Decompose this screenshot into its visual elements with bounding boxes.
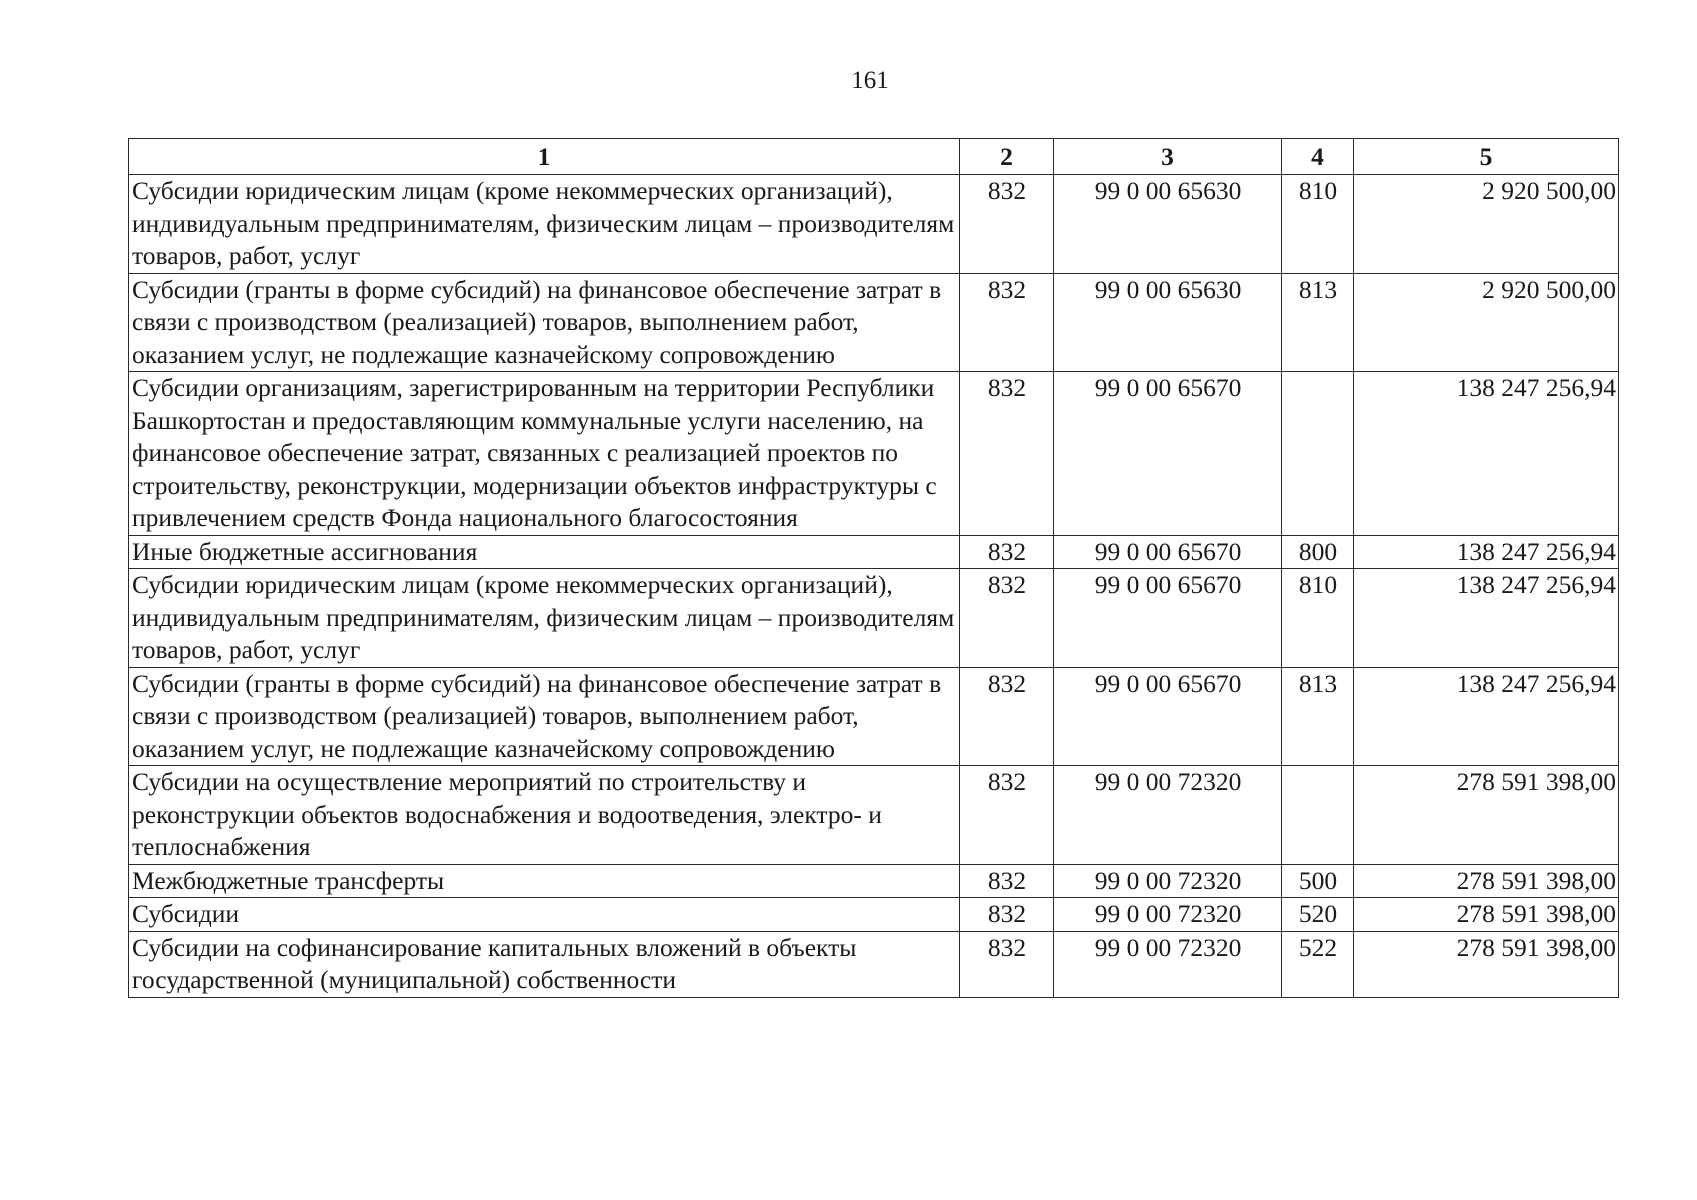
row-sum: 278 591 398,00 bbox=[1354, 864, 1619, 898]
row-code: 99 0 00 65670 bbox=[1054, 372, 1282, 536]
row-code: 99 0 00 65630 bbox=[1054, 273, 1282, 372]
header-col-2: 2 bbox=[960, 139, 1054, 175]
row-sum: 2 920 500,00 bbox=[1354, 175, 1619, 274]
row-type bbox=[1282, 372, 1354, 536]
header-col-4: 4 bbox=[1282, 139, 1354, 175]
row-sum: 278 591 398,00 bbox=[1354, 766, 1619, 865]
table-row bbox=[129, 535, 1619, 569]
row-type: 520 bbox=[1282, 898, 1354, 932]
row-name: Субсидии (гранты в форме субсидий) на финансовое обеспечение затрат в связи с производством (реализацией) товаров, выполнением работ, оказанием услуг, не подлежащие казначейскому сопровождению bbox=[129, 667, 960, 766]
table-row bbox=[129, 175, 1619, 274]
row-code: 99 0 00 72320 bbox=[1054, 898, 1282, 932]
row-name: Иные бюджетные ассигнования bbox=[129, 535, 960, 569]
row-type: 800 bbox=[1282, 535, 1354, 569]
row-dept: 832 bbox=[960, 535, 1054, 569]
row-dept: 832 bbox=[960, 931, 1054, 997]
row-name: Субсидии bbox=[129, 898, 960, 932]
row-code: 99 0 00 65670 bbox=[1054, 569, 1282, 668]
row-dept: 832 bbox=[960, 273, 1054, 372]
table-row bbox=[129, 569, 1619, 668]
table-row bbox=[129, 667, 1619, 766]
row-name: Субсидии юридическим лицам (кроме некоммерческих организаций), индивидуальным предпринимателям, физическим лицам – производителям товаров, работ, услуг bbox=[129, 175, 960, 274]
row-sum: 138 247 256,94 bbox=[1354, 667, 1619, 766]
row-code: 99 0 00 65670 bbox=[1054, 535, 1282, 569]
row-dept: 832 bbox=[960, 569, 1054, 668]
row-type: 500 bbox=[1282, 864, 1354, 898]
row-type: 810 bbox=[1282, 175, 1354, 274]
row-dept: 832 bbox=[960, 372, 1054, 536]
row-code: 99 0 00 72320 bbox=[1054, 931, 1282, 997]
row-name: Субсидии на софинансирование капитальных вложений в объекты государственной (муниципальной) собственности bbox=[129, 931, 960, 997]
row-code: 99 0 00 65630 bbox=[1054, 175, 1282, 274]
row-sum: 278 591 398,00 bbox=[1354, 931, 1619, 997]
row-type bbox=[1282, 766, 1354, 865]
row-name: Субсидии (гранты в форме субсидий) на финансовое обеспечение затрат в связи с производством (реализацией) товаров, выполнением работ, оказанием услуг, не подлежащие казначейскому сопровождению bbox=[129, 273, 960, 372]
row-dept: 832 bbox=[960, 667, 1054, 766]
row-dept: 832 bbox=[960, 175, 1054, 274]
row-code: 99 0 00 65670 bbox=[1054, 667, 1282, 766]
table-row bbox=[129, 864, 1619, 898]
table-row bbox=[129, 273, 1619, 372]
page-number: 161 bbox=[851, 67, 889, 94]
row-sum: 138 247 256,94 bbox=[1354, 569, 1619, 668]
row-dept: 832 bbox=[960, 766, 1054, 865]
row-name: Субсидии на осуществление мероприятий по строительству и реконструкции объектов водоснабжения и водоотведения, электро- и теплоснабжения bbox=[129, 766, 960, 865]
row-type: 813 bbox=[1282, 273, 1354, 372]
row-sum: 138 247 256,94 bbox=[1354, 372, 1619, 536]
row-name: Субсидии организациям, зарегистрированным на территории Республики Башкортостан и предоставляющим коммунальные услуги населению, на финансовое обеспечение затрат, связанных с реализацией проектов по строительству, реконструкции, модернизации объектов инфраструктуры с привлечением средств Фонда национального благосостояния bbox=[129, 372, 960, 536]
row-dept: 832 bbox=[960, 898, 1054, 932]
table-row bbox=[129, 898, 1619, 932]
table-row bbox=[129, 931, 1619, 997]
row-type: 810 bbox=[1282, 569, 1354, 668]
table-row bbox=[129, 766, 1619, 865]
row-name: Межбюджетные трансферты bbox=[129, 864, 960, 898]
row-name: Субсидии юридическим лицам (кроме некоммерческих организаций), индивидуальным предпринимателям, физическим лицам – производителям товаров, работ, услуг bbox=[129, 569, 960, 668]
row-code: 99 0 00 72320 bbox=[1054, 766, 1282, 865]
row-sum: 138 247 256,94 bbox=[1354, 535, 1619, 569]
budget-table bbox=[128, 138, 1619, 998]
row-type: 522 bbox=[1282, 931, 1354, 997]
table-row bbox=[129, 372, 1619, 536]
row-dept: 832 bbox=[960, 864, 1054, 898]
row-sum: 2 920 500,00 bbox=[1354, 273, 1619, 372]
header-col-3: 3 bbox=[1054, 139, 1282, 175]
row-code: 99 0 00 72320 bbox=[1054, 864, 1282, 898]
row-type: 813 bbox=[1282, 667, 1354, 766]
header-col-1: 1 bbox=[129, 139, 960, 175]
header-row bbox=[129, 139, 1619, 175]
header-col-5: 5 bbox=[1354, 139, 1619, 175]
row-sum: 278 591 398,00 bbox=[1354, 898, 1619, 932]
